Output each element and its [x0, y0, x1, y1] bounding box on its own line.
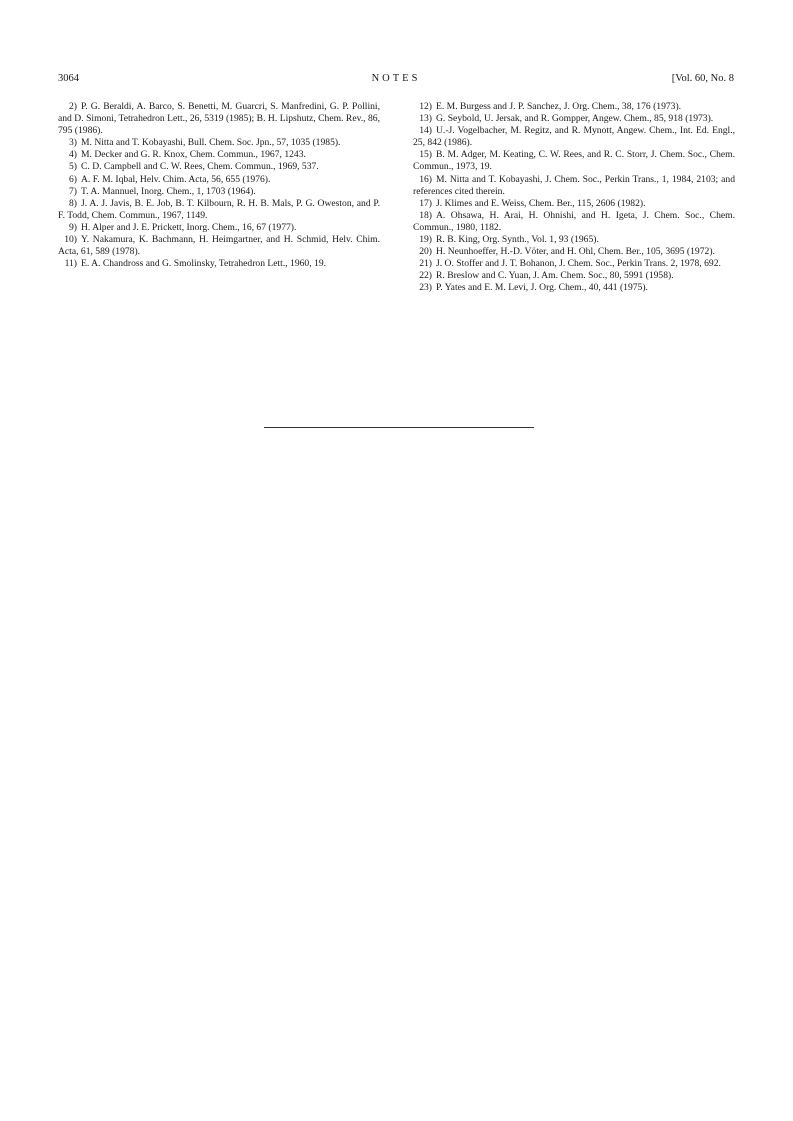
reference-item: 16) M. Nitta and T. Kobayashi, J. Chem. Soc., Perkin Trans., 1, 1984, 2103; and references cited therein. [413, 173, 735, 197]
reference-item: 2) P. G. Beraldi, A. Barco, S. Benetti, M. Guarcri, S. Manfredini, G. P. Pollini, and D. Simoni, Tetrahedron Lett., 26, 5319 (1985); B. H. Lipshutz, Chem. Rev., 86, 795 (1986). [58, 101, 380, 137]
reference-item: 22) R. Breslow and C. Yuan, J. Am. Chem. Soc., 80, 5991 (1958). [419, 270, 674, 282]
volume-info: [Vol. 60, No. 8 [671, 73, 734, 84]
page-header [58, 72, 734, 86]
reference-item: 21) J. O. Stoffer and J. T. Bohanon, J. Chem. Soc., Perkin Trans. 2, 1978, 692. [419, 258, 721, 270]
reference-item: 12) E. M. Burgess and J. P. Sanchez, J. Org. Chem., 38, 176 (1973). [419, 101, 682, 112]
reference-item: 6) A. F. M. Iqbal, Helv. Chim. Acta, 56, 655 (1976). [69, 173, 271, 185]
references-column-left [58, 101, 380, 270]
reference-item: 13) G. Seybold, U. Jersak, and R. Gompper, Angew. Chem., 85, 918 (1973). [419, 113, 714, 125]
reference-item: 3) M. Nitta and T. Kobayashi, Bull. Chem. Soc. Jpn., 57, 1035 (1985). [69, 137, 341, 149]
reference-item: 15) B. M. Adger, M. Keating, C. W. Rees, and R. C. Storr, J. Chem. Soc., Chem. Commun., 1973, 19. [413, 149, 735, 173]
reference-item: 20) H. Neunhoeffer, H.-D. Vöter, and H. Ohl, Chem. Ber., 105, 3695 (1972). [419, 246, 715, 258]
reference-item: 18) A. Ohsawa, H. Arai, H. Ohnishi, and H. Igeta, J. Chem. Soc., Chem. Commun., 1980, 1182. [413, 209, 735, 233]
reference-item: 19) R. B. King, Org. Synth., Vol. 1, 93 (1965). [419, 234, 599, 246]
reference-item: 5) C. D. Campbell and C. W. Rees, Chem. Commun., 1969, 537. [69, 161, 319, 173]
running-title: NOTES [371, 73, 421, 84]
references-column-right [413, 101, 735, 295]
reference-item: 4) M. Decker and G. R. Knox, Chem. Commun., 1967, 1243. [69, 149, 306, 161]
end-rule-divider [264, 427, 534, 428]
reference-item: 23) P. Yates and E. M. Levi, J. Org. Chem., 40, 441 (1975). [419, 282, 648, 294]
page-number: 3064 [58, 73, 79, 84]
reference-item: 14) U.-J. Vogelbacher, M. Regitz, and R. Mynott, Angew. Chem., Int. Ed. Engl., 25, 842 (1986). [413, 125, 735, 149]
reference-item: 10) Y. Nakamura, K. Bachmann, H. Heimgartner, and H. Schmid, Helv. Chim. Acta, 61, 589 (1978). [58, 234, 380, 258]
reference-item: 17) J. Klimes and E. Weiss, Chem. Ber., 115, 2606 (1982). [419, 197, 646, 209]
reference-item: 9) H. Alper and J. E. Prickett, Inorg. Chem., 16, 67 (1977). [69, 221, 297, 233]
reference-item: 7) T. A. Mannuel, Inorg. Chem., 1, 1703 (1964). [69, 185, 256, 197]
reference-item: 8) J. A. J. Javis, B. E. Job, B. T. Kilbourn, R. H. B. Mals, P. G. Oweston, and P. F. Todd, Chem. Commun., 1967, 1149. [58, 197, 380, 221]
reference-item: 11) E. A. Chandross and G. Smolinsky, Tetrahedron Lett., 1960, 19. [64, 258, 327, 270]
